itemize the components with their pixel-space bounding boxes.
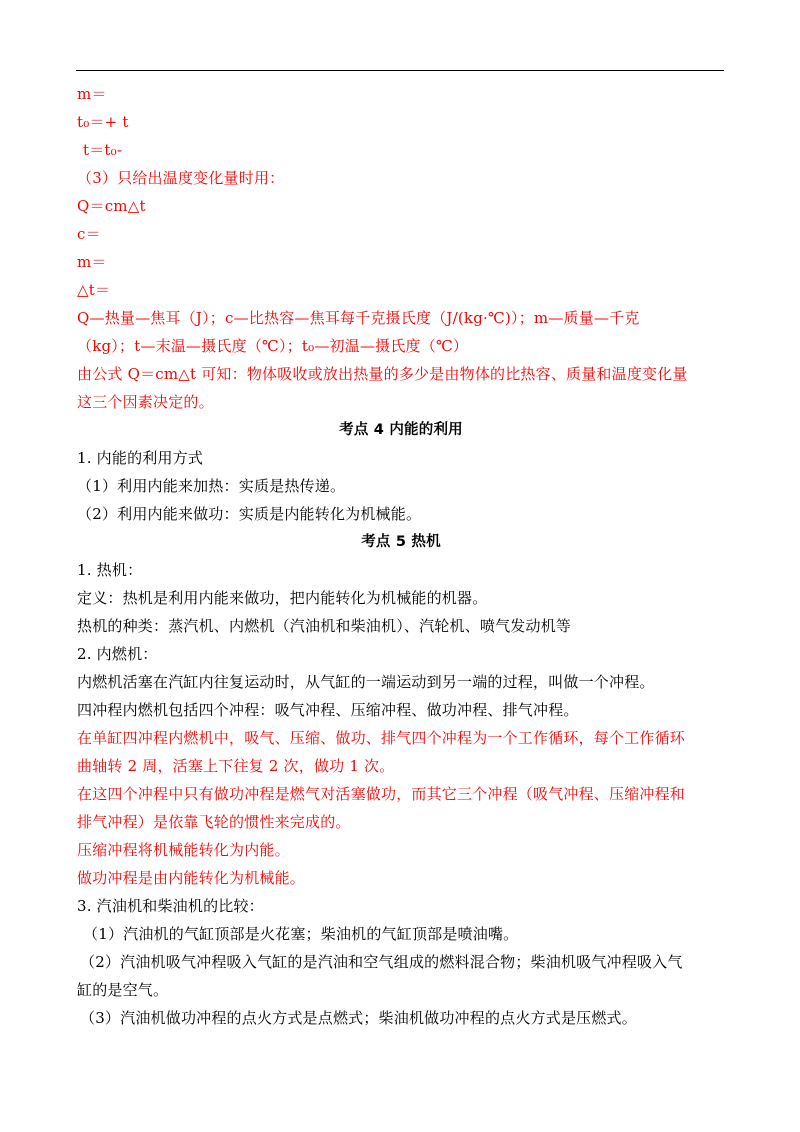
heat-engine-types: 热机的种类：蒸汽机、内燃机（汽油机和柴油机）、汽轮机、喷气发动机等	[77, 617, 572, 635]
section4-item1b: （2）利用内能来做功：实质是内能转化为机械能。	[77, 505, 422, 523]
comparison-3: （3）汽油机做功冲程的点火方式是点燃式；柴油机做功冲程的点火方式是压燃式。	[80, 1009, 637, 1027]
section4-item1a: （1）利用内能来加热：实质是热传递。	[77, 477, 346, 495]
formula-dt: △t＝	[77, 281, 111, 299]
item3-temp-change: （3）只给出温度变化量时用：	[77, 169, 285, 187]
work-cycle-line1: 在单缸四冲程内燃机中，吸气、压缩、做功、排气四个冲程为一个工作循环，每个工作循环	[77, 729, 686, 747]
conclusion-line1: 由公式 Q＝cm△t 可知：物体吸收或放出热量的多少是由物体的比热容、质量和温度变化量	[77, 365, 688, 383]
power-stroke-line2: 排气冲程）是依靠飞轮的惯性来完成的。	[77, 813, 351, 831]
comparison-2-line1: （2）汽油机吸气冲程吸入气缸的是汽油和空气组成的燃料混合物；柴油机吸气冲程吸入气	[80, 953, 683, 971]
symbol-definitions-line1: Q—热量—焦耳（J）；c—比热容—焦耳每千克摄氏度（J/(kg·℃)）；m—质量—千克	[77, 309, 640, 327]
heat-engine-definition: 定义：热机是利用内能来做功，把内能转化为机械能的机器。	[77, 589, 488, 607]
section5-item2: 2. 内燃机：	[77, 645, 158, 663]
section4-item1: 1. 内能的利用方式	[77, 449, 204, 467]
formula-t0: t₀＝+ t	[77, 113, 129, 131]
power-stroke: 做功冲程是由内能转化为机械能。	[77, 869, 306, 887]
section5-item3: 3. 汽油机和柴油机的比较：	[77, 897, 264, 915]
formula-t: t＝t₀-	[83, 141, 123, 159]
formula-m: m＝	[77, 85, 107, 103]
page-content	[77, 80, 725, 1032]
work-cycle-line2: 曲轴转 2 周，活塞上下往复 2 次，做功 1 次。	[77, 757, 395, 775]
comparison-1: （1）汽油机的气缸顶部是火花塞；柴油机的气缸顶部是喷油嘴。	[83, 925, 519, 943]
comparison-2-line2: 缸的是空气。	[77, 981, 169, 999]
header-rule	[76, 70, 724, 71]
conclusion-line2: 这三个因素决定的。	[77, 393, 214, 411]
formula-m2: m＝	[77, 253, 107, 271]
stroke-definition: 内燃机活塞在汽缸内往复运动时，从气缸的一端运动到另一端的过程，叫做一个冲程。	[77, 673, 655, 691]
section5-item1: 1. 热机：	[77, 561, 143, 579]
four-strokes: 四冲程内燃机包括四个冲程：吸气冲程、压缩冲程、做功冲程、排气冲程。	[77, 701, 579, 719]
formula-Q: Q＝cm△t	[77, 197, 146, 215]
power-stroke-line1: 在这四个冲程中只有做功冲程是燃气对活塞做功，而其它三个冲程（吸气冲程、压缩冲程和	[77, 785, 686, 803]
section5-heading: 考点 5 热机	[361, 534, 441, 550]
compression-stroke: 压缩冲程将机械能转化为内能。	[77, 841, 290, 859]
section4-heading: 考点 4 内能的利用	[339, 422, 463, 438]
symbol-definitions-line2: （kg）；t—末温—摄氏度（℃）；t₀—初温—摄氏度（℃）	[77, 337, 469, 355]
formula-c: c＝	[77, 225, 101, 243]
